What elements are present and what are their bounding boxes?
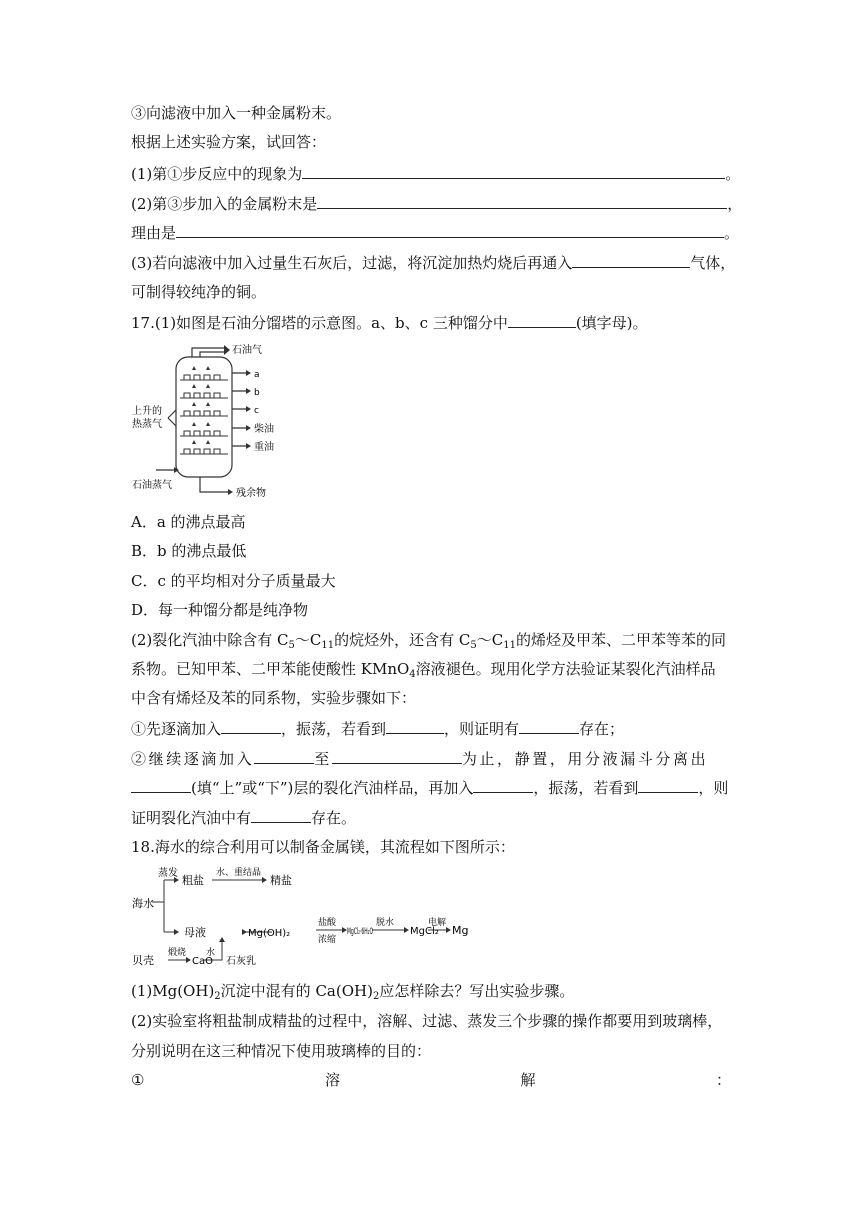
answer-blank[interactable] — [638, 777, 698, 793]
label-petroleum-gas: 石油气 — [232, 345, 262, 356]
label-inlet: 石油蒸气 — [132, 480, 172, 491]
flow-electrolysis: 电解 — [428, 918, 447, 928]
flow-concentrate: 浓缩 — [318, 935, 337, 945]
q16-part1: (1)第①步反应中的现象为 。 — [131, 165, 741, 183]
flow-refined-salt: 精盐 — [270, 874, 292, 887]
flow-mother-liquor: 母液 — [184, 926, 206, 939]
flow-cao: CaO — [192, 956, 213, 967]
q16-part3-line2: 可制得较纯净的铜。 — [131, 283, 267, 301]
q17-part2-line3: 中含有烯烃及苯的同系物，实验步骤如下： — [131, 689, 417, 707]
flow-recrystallize: 水、重结晶 — [216, 868, 262, 878]
answer-blank[interactable] — [302, 163, 725, 179]
answer-blank[interactable] — [473, 777, 533, 793]
q16-part2: (2)第③步加入的金属粉末是 ， — [131, 195, 743, 213]
flow-dehydrate: 脱水 — [376, 918, 395, 928]
q17-step2-line2: (填“上”或“下”)层的裂化汽油样品，再加入 ，振荡，若看到 ，则 — [131, 777, 728, 798]
label-rising-2: 热蒸气 — [132, 419, 162, 430]
answer-blank[interactable] — [519, 718, 579, 734]
flow-lime-milk: 石灰乳 — [226, 956, 256, 967]
label-outlet-a: a — [254, 370, 260, 380]
flow-water: 水 — [206, 948, 216, 958]
flow-mgcl2: MgCl₂ — [410, 926, 439, 937]
answer-blank[interactable] — [317, 193, 727, 209]
q18-part1: $(1)Mg(OH)_2$沉淀中混有的 $Ca(OH)_2$应怎样除去？写出实验步骤。 — [131, 982, 575, 1002]
flow-shell: 贝壳 — [132, 954, 154, 967]
flow-crude-salt: 粗盐 — [182, 874, 204, 887]
q17-step2-line1: ②继续逐滴加入 至 为止，静置，用分液漏斗分离出 — [131, 750, 709, 768]
answer-blank[interactable] — [131, 777, 191, 793]
q17-step2-line3: 证明裂化汽油中有 存在。 — [131, 809, 357, 827]
q18-dissolve-line: ① 溶 解 ： — [131, 1071, 731, 1089]
answer-blank[interactable] — [508, 312, 576, 328]
q18-part2-line1: (2)实验室将粗盐制成精盐的过程中，溶解、过滤、蒸发三个步骤的操作都要用到玻璃棒， — [131, 1012, 723, 1030]
flow-calcine: 煅烧 — [168, 948, 187, 958]
label-heavy-oil: 重油 — [254, 442, 274, 453]
answer-blank[interactable] — [251, 807, 311, 823]
q17-step1: ①先逐滴加入 ，振荡，若看到 ，则证明有 存在； — [131, 720, 625, 738]
q18-part2-line2: 分别说明在这三种情况下使用玻璃棒的目的： — [131, 1042, 432, 1060]
q18-stem: 18.海水的综合利用可以制备金属镁，其流程如下图所示： — [131, 838, 515, 856]
distillation-tower-diagram — [128, 340, 288, 505]
flow-mgcl2-hydrate: MgCl₂·6H₂O — [347, 927, 373, 937]
q17-option-b: B．b 的沸点最低 — [131, 542, 247, 560]
label-outlet-b: b — [254, 388, 260, 398]
q17-option-c: C．c 的平均相对分子质量最大 — [131, 572, 336, 590]
answer-blank[interactable] — [221, 718, 281, 734]
q16-step3: ③向滤液中加入一种金属粉末。 — [131, 104, 342, 122]
label-diesel: 柴油 — [254, 424, 274, 435]
q17-stem: 17.(1)如图是石油分馏塔的示意图。a、b、c 三种馏分中 (填字母)。 — [131, 314, 648, 332]
label-residue: 残余物 — [236, 488, 266, 499]
flow-hydrochloric-acid: 盐酸 — [318, 918, 337, 928]
q17-option-d: D．每一种馏分都是纯净物 — [131, 601, 309, 619]
tray-rows — [180, 375, 228, 454]
q16-part2-reason: 理由是 。 — [131, 224, 740, 242]
flow-seawater: 海水 — [132, 897, 154, 910]
label-rising-1: 上升的 — [132, 406, 162, 417]
flow-evaporate: 蒸发 — [158, 868, 178, 879]
answer-blank[interactable] — [254, 748, 314, 764]
answer-blank[interactable] — [332, 748, 462, 764]
answer-blank[interactable] — [386, 718, 444, 734]
flow-magnesium: Mg — [452, 924, 469, 937]
flow-mg-hydroxide: Mg(OH)₂ — [248, 928, 291, 939]
label-outlet-c: c — [254, 406, 259, 416]
q17-option-a: A．a 的沸点最高 — [131, 513, 246, 531]
answer-blank[interactable] — [176, 222, 724, 238]
q17-part2-line1: (2)裂化汽油中除含有 $C_5\sim C_{11}$的烷烃外，还含有 $C_5\sim C_{11}$的烯烃及甲苯、二甲苯等苯的同 — [131, 631, 726, 651]
q17-part2-line2: 系物。已知甲苯、二甲苯能使酸性 KMnO$_4$溶液褪色。现用化学方法验证某裂化汽油样品 — [131, 660, 716, 680]
q16-intro: 根据上述实验方案，试回答： — [131, 133, 327, 151]
q16-part3: (3)若向滤液中加入过量生石灰后，过滤，将沉淀加热灼烧后再通入 气体， — [131, 254, 736, 272]
answer-blank[interactable] — [572, 252, 690, 268]
magnesium-flow-diagram — [128, 862, 478, 972]
